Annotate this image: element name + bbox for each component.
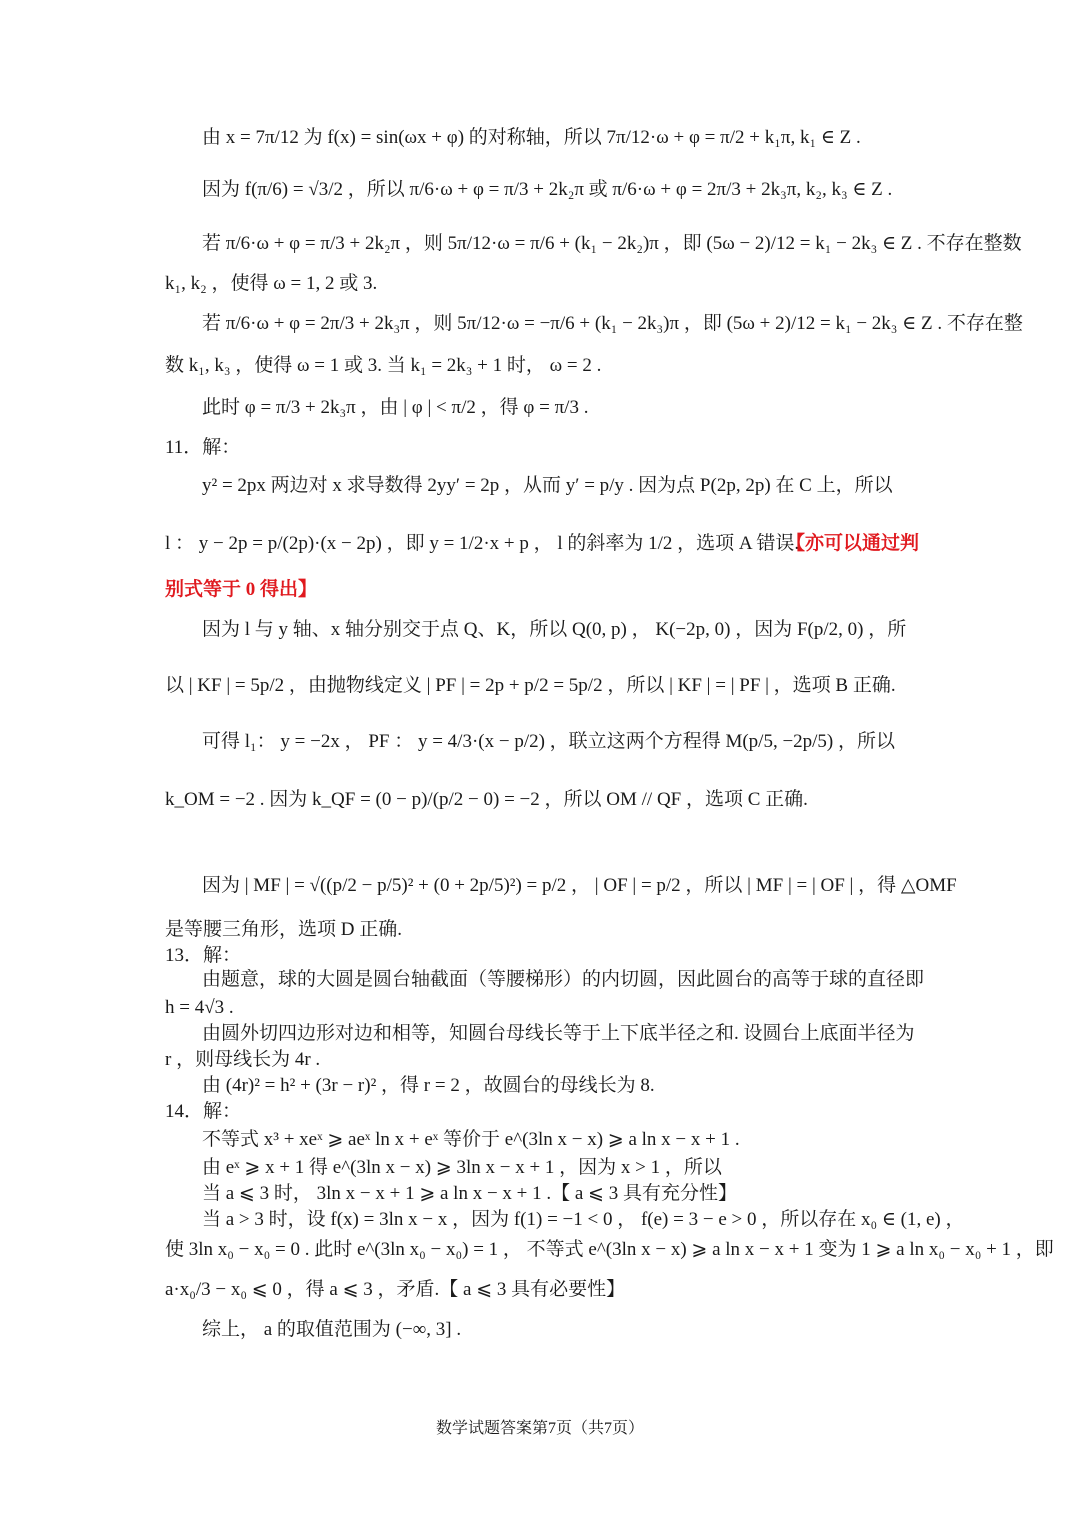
text-line: l ： y − 2p = p/(2p)·(x − 2p) ，即 y = 1/2·x + p ， l 的斜率为 1/2 ，选项 A 错误. bbox=[165, 533, 800, 554]
text-line: 当 a ⩽ 3 时， 3ln x − x + 1 ⩾ a ln x − x + 1 .【 a ⩽ 3 具有充分性】 bbox=[202, 1183, 737, 1204]
text-line: 由圆外切四边形对边和相等，知圆台母线长等于上下底半径之和. 设圆台上底面半径为 bbox=[202, 1023, 915, 1044]
text-line: 【亦可以通过判 bbox=[786, 533, 920, 554]
text-line: 使 3ln x₀ − x₀ = 0 . 此时 e^(3ln x₀ − x₀) = 1 ， 不等式 e^(3ln x − x) ⩾ a ln x − x + 1 变为 1 ⩾ a ln x₀ − x₀ + 1 ，即 bbox=[165, 1239, 1054, 1260]
text-line: 若 π/6·ω + φ = 2π/3 + 2k₃π ，则 5π/12·ω = −π/6 + (k₁ − 2k₃)π ，即 (5ω + 2)/12 = k₁ − 2k₃ ∈ Z . 不存在整 bbox=[202, 313, 1023, 334]
text-line: 11．解： bbox=[165, 437, 241, 458]
text-line: y² = 2px 两边对 x 求导数得 2yy′ = 2p ，从而 y′ = p/y . 因为点 P(2p, 2p) 在 C 上，所以 bbox=[202, 475, 893, 496]
text-line: 14．解： bbox=[165, 1101, 242, 1122]
text-line: 13．解： bbox=[165, 945, 242, 966]
text-line: 由题意，球的大圆是圆台轴截面（等腰梯形）的内切圆，因此圆台的高等于球的直径即 bbox=[202, 969, 925, 990]
text-line: r ，则母线长为 4r . bbox=[165, 1049, 321, 1070]
text-line: 可得 l₁： y = −2x ， PF ： y = 4/3·(x − p/2) ，联立这两个方程得 M(p/5, −2p/5) ，所以 bbox=[202, 731, 896, 752]
text-line: 由 x = 7π/12 为 f(x) = sin(ωx + φ) 的对称轴，所以 7π/12·ω + φ = π/2 + k₁π, k₁ ∈ Z . bbox=[202, 127, 861, 148]
text-line: 若 π/6·ω + φ = π/3 + 2k₂π ，则 5π/12·ω = π/6 + (k₁ − 2k₂)π ，即 (5ω − 2)/12 = k₁ − 2k₃ ∈ Z . 不存在整数 bbox=[202, 233, 1022, 254]
text-line: 综上， a 的取值范围为 (−∞, 3] . bbox=[202, 1319, 462, 1340]
text-line: 此时 φ = π/3 + 2k₃π ，由 | φ | < π/2 ，得 φ = π/3 . bbox=[202, 397, 589, 418]
text-line: h = 4√3 . bbox=[165, 997, 234, 1018]
text-line: 以 | KF | = 5p/2 ，由抛物线定义 | PF | = 2p + p/2 = 5p/2 ，所以 | KF | = | PF | ，选项 B 正确. bbox=[165, 675, 896, 696]
text-line: 是等腰三角形，选项 D 正确. bbox=[165, 919, 402, 940]
page-footer: 数学试题答案第7页（共7页） bbox=[435, 1420, 644, 1437]
text-line: 因为 f(π/6) = √3/2 ，所以 π/6·ω + φ = π/3 + 2k₂π 或 π/6·ω + φ = 2π/3 + 2k₃π, k₂, k₃ ∈ Z . bbox=[202, 179, 893, 200]
text-line: a·x₀/3 − x₀ ⩽ 0 ，得 a ⩽ 3 ，矛盾.【 a ⩽ 3 具有必要性】 bbox=[165, 1279, 626, 1300]
text-line: 由 (4r)² = h² + (3r − r)² ，得 r = 2 ，故圆台的母线长为 8. bbox=[202, 1075, 655, 1096]
text-line: 别式等于 0 得出】 bbox=[165, 579, 318, 600]
text-line: k_OM = −2 . 因为 k_QF = (0 − p)/(p/2 − 0) = −2 ，所以 OM // QF ，选项 C 正确. bbox=[165, 789, 808, 810]
text-line: 由 eˣ ⩾ x + 1 得 e^(3ln x − x) ⩾ 3ln x − x + 1 ，因为 x > 1 ，所以 bbox=[202, 1157, 722, 1178]
text-line: 因为 l 与 y 轴、x 轴分别交于点 Q、K，所以 Q(0, p) ， K(−2p, 0) ，因为 F(p/2, 0) ，所 bbox=[202, 619, 907, 640]
text-line: 因为 | MF | = √((p/2 − p/5)² + (0 + 2p/5)²) = p/2 ， | OF | = p/2 ，所以 | MF | = | OF | ，得 △OMF bbox=[202, 875, 957, 896]
text-line: 不等式 x³ + xeˣ ⩾ aeˣ ln x + eˣ 等价于 e^(3ln x − x) ⩾ a ln x − x + 1 . bbox=[202, 1129, 740, 1150]
text-line: 当 a > 3 时，设 f(x) = 3ln x − x ，因为 f(1) = −1 < 0 ， f(e) = 3 − e > 0 ，所以存在 x₀ ∈ (1, e) ， bbox=[202, 1209, 965, 1230]
text-line: k₁, k₂ ，使得 ω = 1, 2 或 3. bbox=[165, 273, 378, 294]
text-line: 数 k₁, k₃ ，使得 ω = 1 或 3. 当 k₁ = 2k₃ + 1 时， ω = 2 . bbox=[165, 355, 602, 376]
